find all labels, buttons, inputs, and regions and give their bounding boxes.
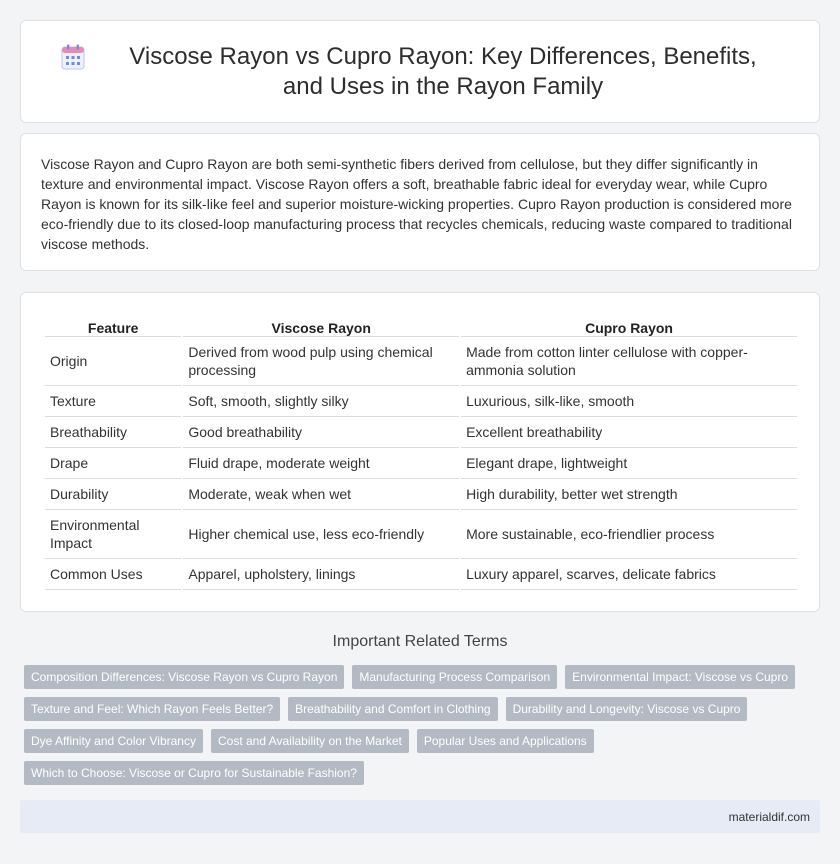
tag-environmental-impact[interactable]: Environmental Impact: Viscose vs Cupro [565, 665, 795, 689]
cell-feature: Environmental Impact [45, 510, 181, 559]
table-row [45, 559, 797, 590]
cell-cupro: High durability, better wet strength [461, 479, 797, 510]
cell-viscose: Soft, smooth, slightly silky [183, 386, 459, 417]
tag-row [24, 665, 824, 689]
table-row [45, 386, 797, 417]
cell-viscose: Apparel, upholstery, linings [183, 559, 459, 590]
cell-cupro: Elegant drape, lightweight [461, 448, 797, 479]
table-row [45, 337, 797, 386]
cell-feature: Breathability [45, 417, 181, 448]
header-feature: Feature [45, 309, 181, 337]
tag-breathability-comfort[interactable]: Breathability and Comfort in Clothing [288, 697, 497, 721]
cell-feature: Origin [45, 337, 181, 386]
cell-viscose: Good breathability [183, 417, 459, 448]
cell-cupro: Luxury apparel, scarves, delicate fabrics [461, 559, 797, 590]
table-row [45, 417, 797, 448]
cell-feature: Texture [45, 386, 181, 417]
table-row [45, 510, 797, 559]
cell-cupro: Excellent breathability [461, 417, 797, 448]
footer-site[interactable]: materialdif.com [728, 809, 810, 824]
tag-row [24, 761, 824, 785]
tag-which-to-choose[interactable]: Which to Choose: Viscose or Cupro for Sustainable Fashion? [24, 761, 364, 785]
tag-row [24, 729, 824, 753]
cell-feature: Drape [45, 448, 181, 479]
cell-feature: Durability [45, 479, 181, 510]
page-title: Viscose Rayon vs Cupro Rayon: Key Differences, Benefits, and Uses in the Rayon Family [129, 42, 757, 100]
table-row [45, 479, 797, 510]
cell-cupro: Made from cotton linter cellulose with copper-ammonia solution [461, 337, 797, 386]
tag-cost-availability[interactable]: Cost and Availability on the Market [211, 729, 409, 753]
tag-row [24, 697, 824, 721]
title-card [20, 20, 820, 123]
cell-viscose: Moderate, weak when wet [183, 479, 459, 510]
calendar-grid-icon [61, 44, 85, 70]
tag-texture-and-feel[interactable]: Texture and Feel: Which Rayon Feels Better? [24, 697, 280, 721]
intro-paragraph: Viscose Rayon and Cupro Rayon are both semi-synthetic fibers derived from cellulose, but they differ significantly in texture and environmental impact. Viscose Rayon offers a soft, breathable fabric ideal for everyday wear, while Cupro Rayon is known for its silk-like feel and superior moisture-wicking properties. Cupro Rayon production is considered more eco-friendly due to its closed-loop manufacturing process that recycles chemicals, reducing waste compared to traditional viscose methods. [41, 156, 792, 252]
header-viscose: Viscose Rayon [183, 309, 459, 337]
tag-dye-affinity[interactable]: Dye Affinity and Color Vibrancy [24, 729, 203, 753]
related-terms-tags [24, 665, 824, 793]
tag-durability-longevity[interactable]: Durability and Longevity: Viscose vs Cupro [506, 697, 748, 721]
table-header-row [45, 309, 797, 337]
tag-manufacturing-process[interactable]: Manufacturing Process Comparison [352, 665, 557, 689]
cell-feature: Common Uses [45, 559, 181, 590]
comparison-table [43, 309, 799, 590]
cell-cupro: More sustainable, eco-friendlier process [461, 510, 797, 559]
table-row [45, 448, 797, 479]
intro-card [20, 133, 820, 271]
cell-cupro: Luxurious, silk-like, smooth [461, 386, 797, 417]
title-wrap [21, 42, 819, 102]
tag-composition-differences[interactable]: Composition Differences: Viscose Rayon vs Cupro Rayon [24, 665, 344, 689]
cell-viscose: Higher chemical use, less eco-friendly [183, 510, 459, 559]
footer [20, 800, 820, 833]
tag-popular-uses[interactable]: Popular Uses and Applications [417, 729, 594, 753]
comparison-table-card [20, 292, 820, 612]
header-cupro: Cupro Rayon [461, 309, 797, 337]
related-terms-title: Important Related Terms [332, 633, 508, 650]
cell-viscose: Derived from wood pulp using chemical processing [183, 337, 459, 386]
cell-viscose: Fluid drape, moderate weight [183, 448, 459, 479]
